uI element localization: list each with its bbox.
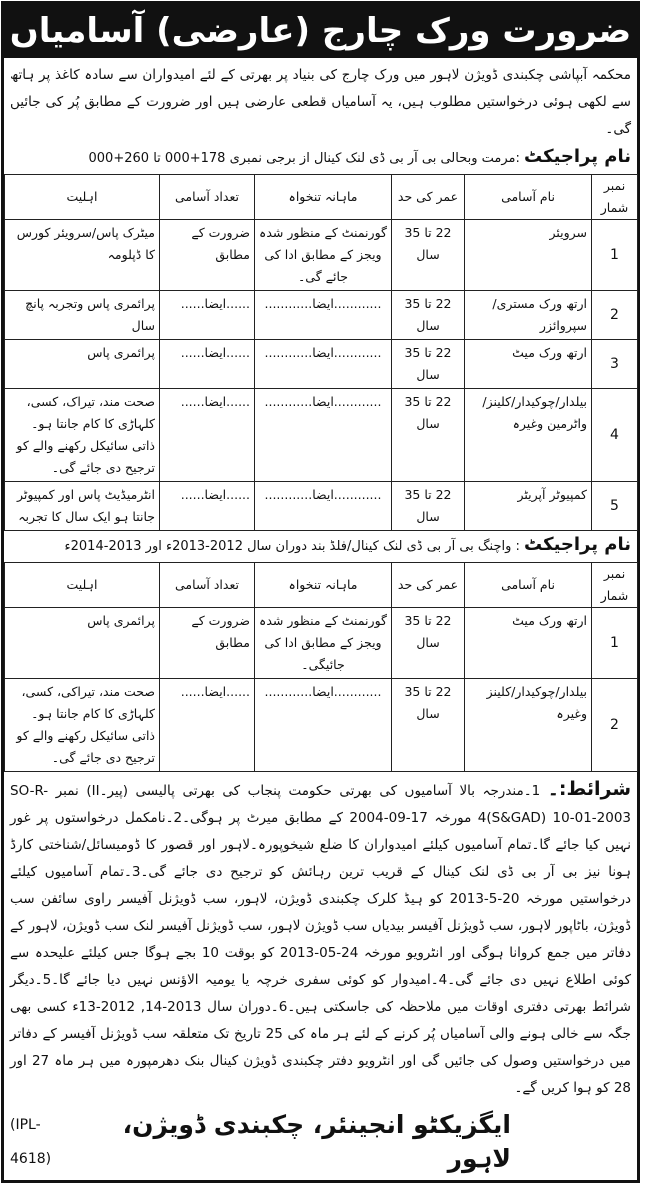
project-2-text: : واچنگ بی آر بی ڈی لنک کینال/فلڈ بند دوران سال 2012-2013ء اور 2013-2014ء <box>64 539 520 554</box>
qualification: میٹرک پاس/سرویئر کورس کا ڈپلومہ <box>5 220 160 291</box>
salary: گورنمنٹ کے منظور شدہ ویجز کے مطابق ادا کی جائے گی۔ <box>255 220 392 291</box>
table-row <box>5 220 638 291</box>
header-qualification: اہلیت <box>5 563 160 608</box>
post-count: ضرورت کے مطابق <box>160 608 255 679</box>
salary: ............ایضا............ <box>255 291 392 340</box>
table-row <box>5 482 638 531</box>
intro-text: محکمہ آبپاشی چکبندی ڈویژن لاہور میں ورک چارج کی بنیاد پر بھرتی کے لئے امیدواران سے سادہ کاغذ پر ہاتھ سے لکھی ہوئی درخواستیں مطلوب ہیں، یہ آسامیاں قطعی عارضی ہیں اور ضرورت کے مطابق پُر کی جائیں گی۔ <box>10 67 631 137</box>
conditions-text: 1۔مندرجہ بالا آسامیوں کی بھرتی حکومت پنجاب کی بھرتی پالیسی (پیر۔II) نمبر SO-R-4(S&GAD) 10-01-2003 مورخہ 17-09-2004 کے مطابق میرٹ پر ہوگی۔2۔نامکمل درخواستوں پر غور نہیں کیا جائے گا۔تمام آسامیوں کیلئے امیدواران کا ضلع شیخوپورہ۔لاہور اور قصور کا ڈومیسائل/شناختی کارڈ ہونا نیز بی آر بی ڈی لنک کینال کے قریب ترین رہائش کو ترجیح دی جائے گی۔3۔تمام آسامیوں کیلئے درخواستیں مورخہ 20-5-2013 کو ہیڈ کلرک چکبندی ڈویژن، لاہور، سب ڈویژنل آفیسر راوی سائفن سب ڈویژن، باٹاپور لاہور، سب ڈویژنل آفیسر بیدیاں سب ڈویژن لاہور، سب ڈویژنل آفیسر لنک سب ڈویژن، لاہور کے دفاتر میں جمع کروانا ہوگی اور انٹرویو مورخہ 24-05-2013 کو بوقت 10 بجے ہوگا جس کیلئے علیحدہ سے کوئی اطلاع نہیں دی جائے گی۔4۔امیدوار کو کوئی سفری خرچہ یا یومیہ الاؤنس نہیں دیا جائے گا۔5۔دیگر شرائط بھرتی دفتری اوقات میں ملاحظہ کی جاسکتی ہیں۔6۔دوران سال 2013-14, 2012-13ء کسی بھی جگہ سے خالی ہونے والی آسامیاں پُر کرنے کے لئے ہر ماہ کی 25 تاریخ تک متعلقہ سب ڈویژنل آفیسر کے دفاتر میں درخواستیں وصول کی جائیں گی اور انٹرویو دفتر چکبندی ڈویژن کینال بنک دھرمپورہ میں ہر ماہ 27 اور 28 کو ہوا کریں گے۔ <box>10 783 632 1096</box>
salary: ............ایضا............ <box>255 340 392 389</box>
row-number: 4 <box>592 389 638 482</box>
ad-code: (IPL-4618) <box>10 1117 52 1167</box>
project-2-line <box>10 533 631 559</box>
header-no: نمبر شمار <box>592 563 638 608</box>
header-salary: ماہانہ تنخواہ <box>255 175 392 220</box>
qualification: پرائمری پاس <box>5 340 160 389</box>
row-number: 2 <box>592 679 638 772</box>
ad-border <box>1 1 640 1183</box>
row-number: 3 <box>592 340 638 389</box>
signature: ایگزیکٹو انجینئر، چکبندی ڈویژن، لاہور <box>122 1110 511 1173</box>
jobs-table-2 <box>4 562 638 772</box>
post-name: کمپیوٹر آپریٹر <box>465 482 592 531</box>
row-number: 1 <box>592 608 638 679</box>
post-name: ارتھ ورک مستری/سپروائزر <box>465 291 592 340</box>
age-limit: 22 تا 35 سال <box>392 220 465 291</box>
age-limit: 22 تا 35 سال <box>392 608 465 679</box>
post-name: ارتھ ورک میٹ <box>465 340 592 389</box>
header-qualification: اہلیت <box>5 175 160 220</box>
table-row <box>5 340 638 389</box>
conditions <box>10 776 631 1102</box>
header-age: عمر کی حد <box>392 175 465 220</box>
qualification: صحت مند، تیراک، کسی، کلہاڑی کا کام جانتا ہو۔ ذاتی سائیکل رکھنے والے کو ترجیح دی جائے گی۔ <box>5 389 160 482</box>
salary: ............ایضا............ <box>255 389 392 482</box>
qualification: انٹرمیڈیٹ پاس اور کمپیوٹر جانتا ہو ایک سال کا تجربہ <box>5 482 160 531</box>
post-name: ارتھ ورک میٹ <box>465 608 592 679</box>
header-count: تعداد آسامی <box>160 175 255 220</box>
post-name: سرویئر <box>465 220 592 291</box>
qualification: صحت مند، تیراکی، کسی، کلہاڑی کا کام جانتا ہو۔ ذاتی سائیکل رکھنے والے کو ترجیح دی جائے گی۔ <box>5 679 160 772</box>
table-header <box>5 175 638 220</box>
header-salary: ماہانہ تنخواہ <box>255 563 392 608</box>
salary: ............ایضا............ <box>255 679 392 772</box>
age-limit: 22 تا 35 سال <box>392 291 465 340</box>
table-header <box>5 563 638 608</box>
ad-title: ضرورت ورک چارج (عارضی) آسامیاں <box>4 4 637 58</box>
table-row <box>5 389 638 482</box>
post-count: ......ایضا...... <box>160 389 255 482</box>
age-limit: 22 تا 35 سال <box>392 679 465 772</box>
header-age: عمر کی حد <box>392 563 465 608</box>
post-name: بیلدار/چوکیدار/کلینز وغیرہ <box>465 679 592 772</box>
age-limit: 22 تا 35 سال <box>392 482 465 531</box>
table-row <box>5 608 638 679</box>
age-limit: 22 تا 35 سال <box>392 389 465 482</box>
header-count: تعداد آسامی <box>160 563 255 608</box>
project-1-label: نام پراجیکٹ <box>524 146 631 167</box>
post-count: ......ایضا...... <box>160 679 255 772</box>
table-row <box>5 679 638 772</box>
post-count: ......ایضا...... <box>160 340 255 389</box>
qualification: پرائمری پاس وتجربہ پانچ سال <box>5 291 160 340</box>
project-2-label: نام پراجیکٹ <box>524 534 631 555</box>
post-name: بیلدار/چوکیدار/کلینز/واٹرمین وغیرہ <box>465 389 592 482</box>
qualification: پرائمری پاس <box>5 608 160 679</box>
post-count: ......ایضا...... <box>160 482 255 531</box>
row-number: 5 <box>592 482 638 531</box>
post-count: ضرورت کے مطابق <box>160 220 255 291</box>
header-no: نمبر شمار <box>592 175 638 220</box>
project-1-text: :مرمت وبحالی بی آر بی ڈی لنک کینال از برجی نمبری 178+000 تا 260+000 <box>88 151 520 166</box>
jobs-table-1 <box>4 174 638 531</box>
row-number: 1 <box>592 220 638 291</box>
header-post: نام آسامی <box>465 563 592 608</box>
conditions-label: شرائط:۔ <box>547 778 632 800</box>
footer <box>10 1108 631 1176</box>
salary: ............ایضا............ <box>255 482 392 531</box>
salary: گورنمنٹ کے منظور شدہ ویجز کے مطابق ادا کی جائیگی۔ <box>255 608 392 679</box>
post-count: ......ایضا...... <box>160 291 255 340</box>
table-row <box>5 291 638 340</box>
row-number: 2 <box>592 291 638 340</box>
age-limit: 22 تا 35 سال <box>392 340 465 389</box>
header-post: نام آسامی <box>465 175 592 220</box>
project-1-line <box>10 145 631 171</box>
